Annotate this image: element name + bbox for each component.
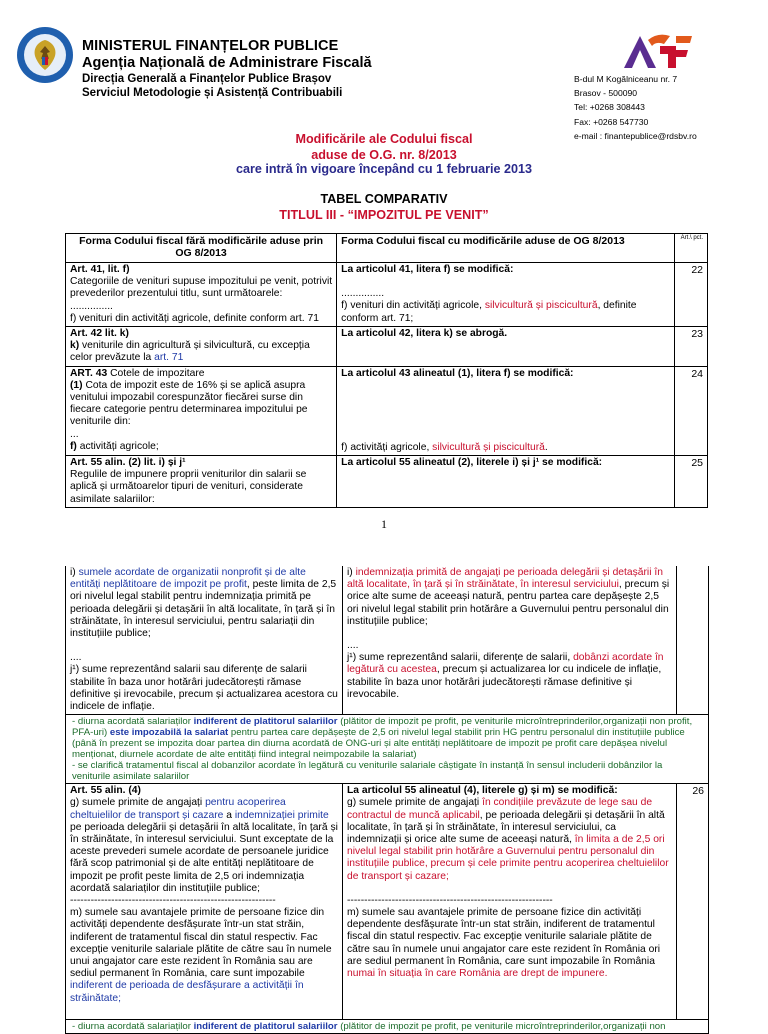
cell-old	[66, 456, 337, 508]
table-title: TABEL COMPARATIV	[320, 192, 448, 206]
doc-title-line3: care intră în vigoare începând cu 1 februarie 2013	[235, 162, 533, 176]
text	[347, 797, 672, 882]
text: j¹) sume reprezentând salarii sau diferențe de salarii stabilite în baza unor hotărâri judecătorești rămase definitive și irevocabile, precum și actualizarea acestora cu indicele de inflație.	[70, 664, 338, 713]
row-number-empty	[677, 566, 709, 715]
text-span: , peste limita de 2,5 ori nivelul legal stabilit pentru indemnizația primită pe perioada delegării și detașării în altă localitate, în țară și în străinătate, în interesul serviciului, pentru salariații din instituțiile publice;	[70, 579, 337, 640]
text-span: a	[223, 809, 235, 821]
highlighted-text: indiferent de perioada de desfășurare a activității în străinătate;	[70, 980, 304, 1004]
cell-new	[337, 456, 675, 508]
cell-old	[66, 263, 337, 327]
text-span: , precum și orice alte sume de aceeași natură, pentru partea care depășește 2,5 ori nivelul legal stabilit prin hotărâre a Guvernului pentru personalul din instituțiile publice;	[347, 579, 670, 627]
text	[70, 567, 338, 640]
row-number: 23	[675, 327, 708, 367]
cell-old	[66, 366, 337, 455]
note-row	[66, 715, 709, 784]
article-ref: La articolul 42, litera k) se abrogă.	[341, 328, 508, 340]
text-span: activități agricole;	[76, 440, 159, 452]
cell-old	[66, 327, 337, 367]
text	[341, 300, 670, 324]
note-text	[72, 716, 702, 760]
dots: ...	[70, 428, 79, 440]
col-header-old: Forma Codului fiscal fără modificările aduse prin OG 8/2013	[66, 234, 337, 263]
text-span: (plătitor de impozit pe profit, pe veniturile microîntreprinderilor,organizații non	[337, 1021, 666, 1033]
row-number: 24	[675, 366, 708, 455]
highlighted-text: indemnizației primite	[234, 809, 329, 821]
text: f) venituri din activități agricole, definite conform art. 71	[70, 312, 319, 324]
col-header-art-text: Art.\ pct.	[680, 235, 703, 241]
text-span: pe perioada delegării și detașării în altă localitate, în țară și în străinătate, în interesul serviciului. Sunt exceptate de la aceste prevederi sumele acordate de persoanele juridice fără scop patrimonial și de alte entități neplătitoare de impozit pe profit peste limita de 2,5 ori indemnizația acordată salariaților din instituțiile publice;	[70, 821, 338, 894]
dots: ...............	[70, 300, 113, 312]
service-name: Serviciul Metodologie și Asistență Contribuabili	[82, 87, 343, 99]
modified-text: silvicultură și piscicultură	[432, 441, 545, 453]
doc-title-line1: Modificările ale Codului fiscal	[295, 132, 473, 146]
text	[70, 797, 338, 895]
address-line: e-mail : finantepublice@rdsbv.ro	[574, 130, 697, 141]
article-ref: Art. 55 alin. (2) lit. i) și j¹	[70, 457, 186, 469]
article-ref: Art. 55 alin. (4)	[70, 785, 141, 797]
note-row	[66, 1020, 709, 1034]
emphasis: este impozabilă la salariat	[109, 727, 229, 739]
text-span: Cotele de impozitare	[107, 367, 205, 379]
text-span: - diurna acordată salariaților	[72, 716, 194, 728]
text	[70, 380, 332, 429]
text-span: f) activități agricole,	[341, 441, 433, 453]
letter: f)	[70, 440, 77, 452]
text-span: g) sumele primite de angajați	[70, 797, 206, 809]
page-number: 1	[381, 517, 387, 531]
text	[347, 652, 672, 701]
table-row	[66, 784, 709, 1020]
text-span: m) sumele sau avantajele primite de persoane fizice din activități dependente desfășurate într-un stat străin, indiferent de tratamentul fiscal din statul respectiv. Fac excepție veniturile salariale plătite de către sau în numele unui angajator care este rezident în România ori are sediul permanent în România, care sunt impozabile în România	[347, 907, 661, 967]
text-span: f) venituri din activități agricole,	[341, 300, 485, 312]
separator-dashes: ------------------------------------------------------------	[70, 895, 276, 907]
modified-text: numai în situația în care România are drept de impunere.	[347, 968, 608, 980]
explanatory-note	[66, 1020, 709, 1034]
address-line: B-dul M Kogălniceanu nr. 7	[574, 74, 678, 84]
text-span: i)	[347, 567, 356, 578]
text-span: veniturile din agricultură și silvicultură, cu excepția celor prevăzute la	[70, 340, 310, 364]
modified-text: silvicultură și piscicultură	[484, 300, 598, 312]
text-span: j¹) sume reprezentând salarii, diferențe de salarii,	[347, 652, 574, 664]
directorate-name: Direcția Generală a Finanțelor Publice Brașov	[82, 73, 332, 85]
table-header-row	[66, 234, 708, 263]
emphasis: indiferent de platitorul salariilor	[193, 1021, 338, 1033]
cell-new	[343, 566, 677, 715]
text-span: , precum și actualizarea lor cu indicele de inflație, stabilite în baza unor hotărâri judecătorești rămase definitive și irevocabile.	[347, 664, 662, 700]
article-ref-line	[70, 368, 332, 380]
table-row	[66, 263, 708, 327]
text	[347, 907, 672, 980]
agency-name: Agenția Națională de Administrare Fiscală	[82, 55, 372, 71]
table-row	[66, 327, 708, 367]
text	[347, 567, 672, 628]
paragraph-number: (1)	[70, 379, 83, 391]
ministry-name: MINISTERUL FINANȚELOR PUBLICE	[82, 38, 339, 54]
modified-text: în limita a de 2,5 ori nivelul legal stabilit prin hotărâre a Guvernului pentru personalul din instituțiile publice, precum și cele primite pentru acoperirea cheltuielilor de transport și cazare;	[347, 834, 669, 882]
cell-new	[337, 327, 675, 367]
text-span: .	[544, 441, 548, 453]
cell-old	[66, 784, 343, 1020]
note-text: - se clarifică tratamentul fiscal al dobanzilor acordate în legătură cu veniturile salariale câștigate în instanță în sensul includerii dobânzilor la veniturile asimilate salariilor	[72, 760, 663, 783]
article-ref: La articolul 55 alineatul (4), literele g) și m) se modifică:	[347, 785, 618, 797]
address-line: Fax: +0268 547730	[574, 116, 649, 127]
table-row	[66, 566, 709, 715]
cell-new	[343, 784, 677, 1020]
modified-text: indemnizația primită de angajați pe perioada delegării și detașării în altă localitate, în țară și în străinătate, în interesul serviciului	[347, 567, 663, 591]
text	[70, 340, 332, 364]
comparison-table-page1	[65, 233, 708, 508]
highlighted-text: pentru acoperirea cheltuielilor de transport și cazare	[70, 797, 286, 821]
romania-coat-of-arms-icon	[16, 26, 74, 84]
article-ref: La articolul 55 alineatul (2), literele i) și j¹ se modifică:	[341, 457, 603, 469]
anaf-logo	[618, 30, 698, 72]
text-span: , definite conform art. 71;	[341, 300, 637, 324]
text-span: g) sumele primite de angajați	[347, 797, 483, 809]
article-ref: La articolul 43 alineatul (1), litera f) se modifică:	[341, 367, 574, 379]
article-link[interactable]: art. 71	[154, 352, 184, 364]
text-span: - diurna acordată salariaților	[72, 1021, 194, 1033]
text-span: pentru partea care depășește de 2,5 ori nivelul legal stabilit prin HG pentru personalul din instituțiile publice (până în prezent se impozita doar partea din diurna acordată de ONG-uri și alte entități neplătitoare de impozit pe profit care depășea nivelul menționat, diurnele acordate de alte entități fiind integral neimpozabile la salariat)	[72, 727, 685, 761]
text: Categoriile de venituri supuse impozitului pe venit, potrivit prevederilor prezentului titlu, sunt următoarele:	[70, 276, 333, 300]
article-ref: ART. 43	[70, 367, 108, 379]
row-number: 26	[677, 784, 709, 1020]
text	[70, 907, 338, 1005]
address-line: Brasov - 500090	[574, 88, 638, 99]
emphasis: indiferent de platitorul salariilor	[193, 716, 338, 728]
text	[341, 442, 670, 454]
address-line: Tel: +0268 308443	[574, 102, 645, 113]
text-span: , pe perioada delegării și detașării în altă localitate, în țară și în străinătate, în interesul serviciului, ca indemnizații și orice alte sume de aceeași natură,	[347, 809, 665, 846]
cell-new	[337, 263, 675, 327]
doc-title-line2: aduse de O.G. nr. 8/2013	[311, 148, 457, 162]
dots: ....	[347, 640, 359, 652]
text-span: Cota de impozit este de 16% și se aplică asupra venitului impozabil corespunzător fiecărei surse din fiecare categorie pentru determinarea impozitului pe veniturile din:	[70, 379, 308, 428]
row-number: 25	[675, 456, 708, 508]
table-row	[66, 366, 708, 455]
col-header-new: Forma Codului fiscal cu modificările aduse de OG 8/2013	[337, 234, 675, 263]
dots: ....	[70, 652, 82, 664]
article-ref: Art. 41, lit. f)	[70, 264, 130, 275]
text-span: i)	[70, 567, 79, 578]
explanatory-note	[66, 715, 709, 784]
article-ref: Art. 42 lit. k)	[70, 328, 129, 340]
text: Regulile de impunere proprii veniturilor din salarii se aplică și următoarelor tipuri de venituri, considerate asimilate salariilor:	[70, 469, 307, 505]
table-row	[66, 456, 708, 508]
modified-text: dobânzi acordate în legătură cu acestea	[347, 652, 664, 676]
title-section: TITLUL III - “IMPOZITUL PE VENIT”	[279, 208, 489, 222]
text-span: m) sumele sau avantajele primite de persoane fizice din activități dependente desfășurate într-un stat străin, indiferent de tratamentul fiscal din statul respectiv. Fac excepție veniturile salariale plătite de către sau în numele unui angajator care este rezident în România sau are sediul permanent în România, care sunt impozabile	[70, 907, 332, 980]
modified-text: în condițiile prevăzute de lege sau de contractul de muncă aplicabil	[347, 797, 653, 821]
comparison-table-page2	[65, 566, 709, 1034]
highlighted-text: sumele acordate de organizatii nonprofit și de alte entități neplătitoare de impozit pe profit	[70, 567, 306, 591]
letter: k)	[70, 340, 80, 352]
row-number: 22	[675, 263, 708, 327]
text	[70, 441, 332, 453]
text-span: (plătitor de impozit pe profit, pe veniturile microîntreprinderilor,organizații non profit, PFA-uri)	[72, 716, 693, 739]
cell-old	[66, 566, 343, 715]
article-ref: La articolul 41, litera f) se modifică:	[341, 264, 514, 275]
dots: ...............	[341, 288, 385, 300]
col-header-art	[675, 234, 708, 263]
cell-new	[337, 366, 675, 455]
separator-dashes: ------------------------------------------------------------	[347, 894, 553, 906]
note-text	[72, 1021, 702, 1032]
